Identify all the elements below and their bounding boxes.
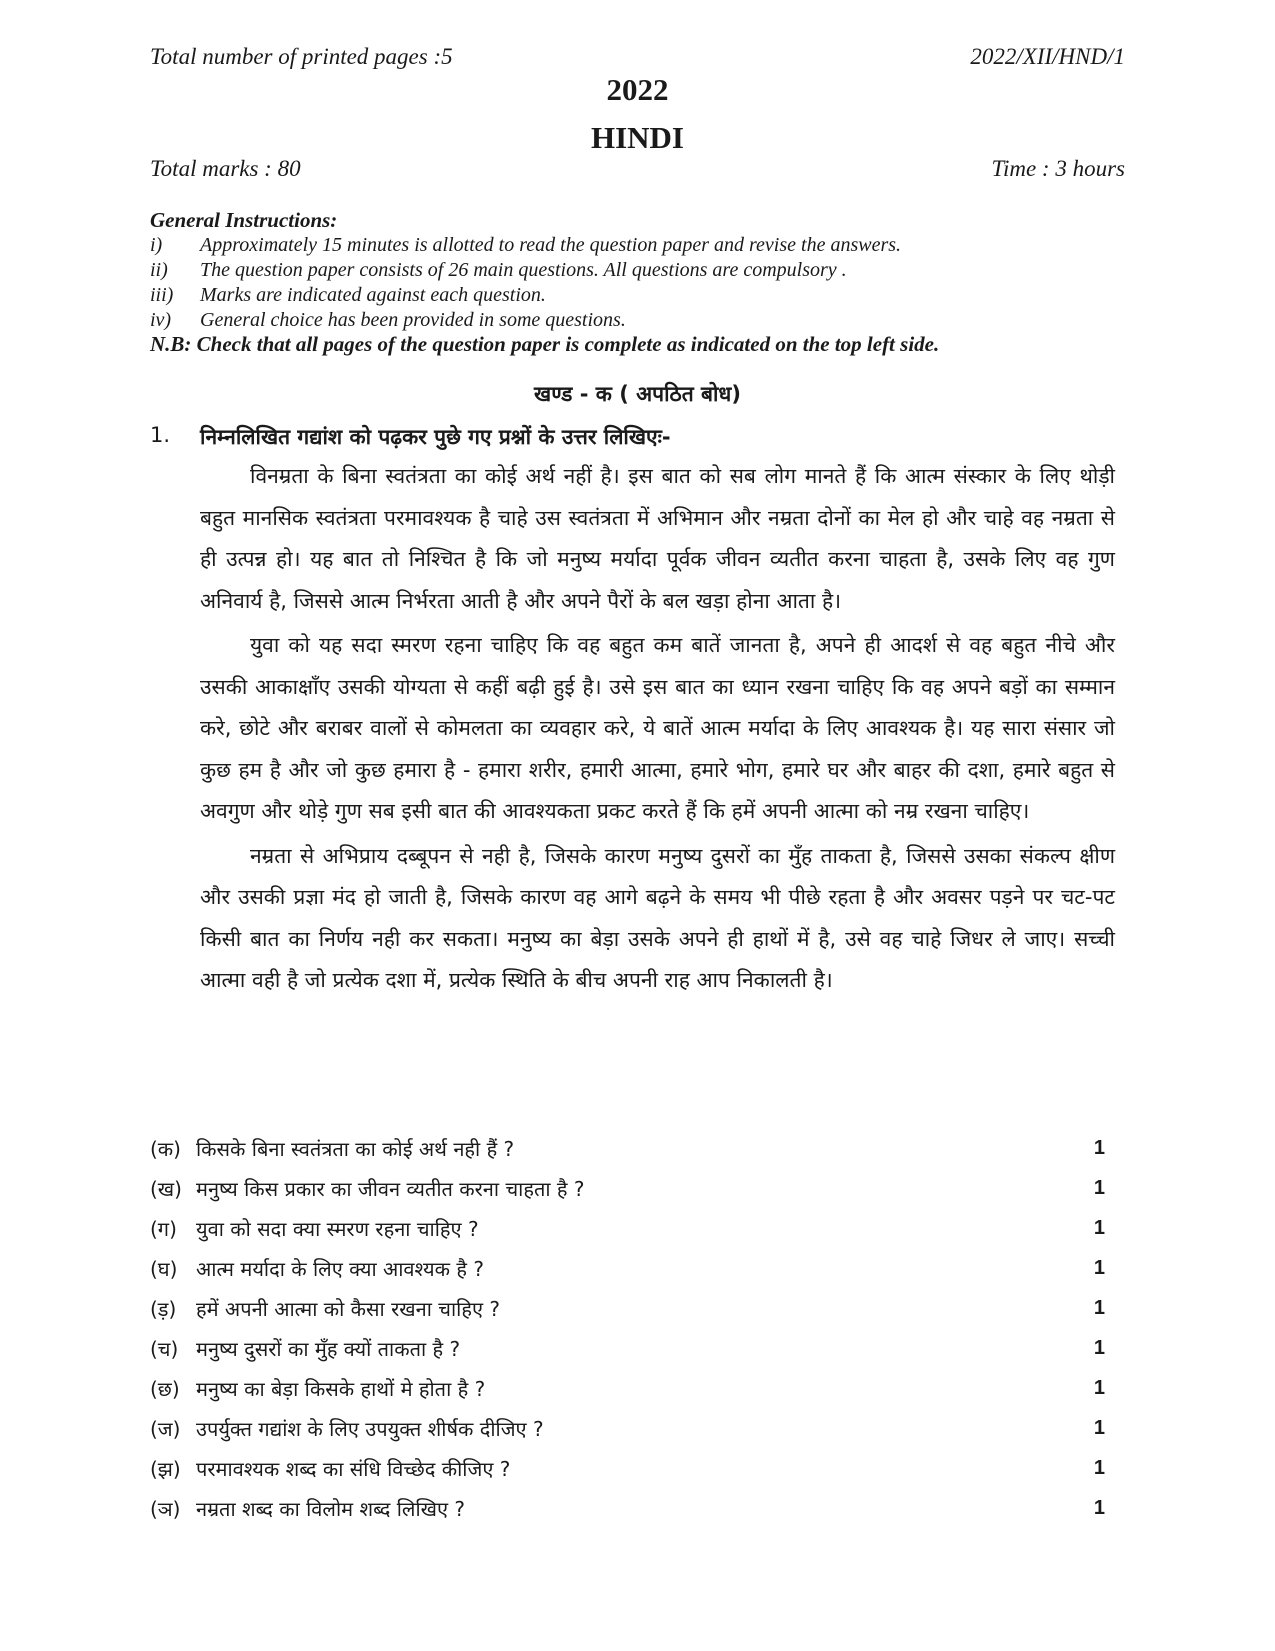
subquestion-text: उपर्युक्त गद्यांश के लिए उपयुक्त शीर्षक दीजिए ? <box>196 1416 544 1441</box>
exam-time: Time : 3 hours <box>991 156 1125 181</box>
subquestion-row <box>150 1488 1105 1528</box>
subquestion-marks: 1 <box>1093 1176 1105 1199</box>
instructions-heading: General Instructions: <box>150 208 338 232</box>
subquestion-marks: 1 <box>1093 1336 1105 1359</box>
subquestion-text: मनुष्य दुसरों का मुँह क्यों ताकता है ? <box>196 1336 461 1361</box>
subquestion-marks: 1 <box>1093 1416 1105 1439</box>
subquestion-row <box>150 1408 1105 1448</box>
subquestion-row <box>150 1288 1105 1328</box>
subquestion-text: आत्म मर्यादा के लिए क्या आवश्यक है ? <box>196 1256 484 1281</box>
subject-title: HINDI <box>590 120 684 155</box>
total-marks: Total marks : 80 <box>150 156 301 181</box>
subquestion-marks: 1 <box>1093 1496 1105 1519</box>
instruction-number: iii) <box>150 284 174 306</box>
subquestion-text: हमें अपनी आत्मा को कैसा रखना चाहिए ? <box>196 1296 500 1321</box>
subquestion-text: युवा को सदा क्या स्मरण रहना चाहिए ? <box>196 1216 479 1241</box>
passage-paragraph-2: युवा को यह सदा स्मरण रहना चाहिए कि वह बहुत कम बातें जानता है, अपने ही आदर्श से वह बहुत नीचे और उसकी आकाक्षाँए उसकी योग्यता से कहीं बढ़ी हुई है। उसे इस बात का ध्यान रखना चाहिए कि वह अपने बड़ों का सम्मान करे, छोटे और बराबर वालों से कोमलता का व्यवहार करे, ये बातें आत्म मर्यादा के लिए आवश्यक है। यह सारा संसार जो कुछ हम है और जो कुछ हमारा है - हमारा शरीर, हमारी आत्मा, हमारे भोग, हमारे घर और बाहर की दशा, हमारे बहुत से अवगुण और थोड़े गुण सब इसी बात की आवश्यकता प्रकट करते हैं कि हमें अपनी आत्मा को नम्र रखना चाहिए। <box>200 633 1115 823</box>
instruction-item <box>150 283 1130 308</box>
paper-code: 2022/XII/HND/1 <box>970 44 1125 69</box>
subquestion-row <box>150 1368 1105 1408</box>
subquestion-row <box>150 1248 1105 1288</box>
instruction-number: i) <box>150 234 163 256</box>
instruction-number: iv) <box>150 309 172 331</box>
instruction-text: Marks are indicated against each question. <box>200 284 546 306</box>
section-title: खण्ड - क ( अपठित बोध) <box>534 382 741 406</box>
passage-paragraph-3: नम्रता से अभिप्राय दब्बूपन से नही है, जिसके कारण मनुष्य दुसरों का मुँह ताकता है, जिससे उसका संकल्प क्षीण और उसकी प्रज्ञा मंद हो जाती है, जिसके कारण वह आगे बढ़ने के समय भी पीछे रहता है और अवसर पड़ने पर चट-पट किसी बात का निर्णय नही कर सकता। मनुष्य का बेड़ा उसके अपने ही हाथों में है, उसे वह चाहे जिधर ले जाए। सच्ची आत्मा वही है जो प्रत्येक दशा में, प्रत्येक स्थिति के बीच अपनी राह आप निकालती है। <box>200 843 1115 992</box>
instructions-list <box>150 233 1130 333</box>
instruction-text: Approximately 15 minutes is allotted to read the question paper and revise the answers. <box>200 234 902 256</box>
exam-year: 2022 <box>606 72 669 107</box>
subquestion-label: (घ) <box>150 1256 178 1281</box>
printed-pages-note: Total number of printed pages :5 <box>150 44 453 69</box>
subquestion-text: नम्रता शब्द का विलोम शब्द लिखिए ? <box>196 1496 466 1521</box>
instruction-number: ii) <box>150 259 168 281</box>
subquestion-label: (ज) <box>150 1416 181 1441</box>
subquestion-label: (ख) <box>150 1176 182 1201</box>
question-number: 1. <box>150 423 171 447</box>
subquestion-row <box>150 1328 1105 1368</box>
instruction-item <box>150 308 1130 333</box>
instruction-text: The question paper consists of 26 main questions. All questions are compulsory . <box>200 259 847 281</box>
instruction-item <box>150 258 1130 283</box>
subquestion-marks: 1 <box>1093 1256 1105 1279</box>
nb-note: N.B: Check that all pages of the question paper is complete as indicated on the top left side. <box>150 332 940 356</box>
instruction-item <box>150 233 1130 258</box>
subquestion-label: (छ) <box>150 1376 180 1401</box>
subquestion-row <box>150 1168 1105 1208</box>
subquestion-list <box>150 1128 1105 1528</box>
question-1-prompt <box>150 423 671 451</box>
subquestion-text: मनुष्य का बेड़ा किसके हाथों मे होता है ? <box>196 1376 486 1401</box>
subquestion-row <box>150 1208 1105 1248</box>
subquestion-row <box>150 1448 1105 1488</box>
subquestion-row <box>150 1128 1105 1168</box>
subquestion-marks: 1 <box>1093 1216 1105 1239</box>
reading-passage <box>200 456 1115 1005</box>
subquestion-marks: 1 <box>1093 1376 1105 1399</box>
subquestion-label: (ञ) <box>150 1496 181 1521</box>
instruction-text: General choice has been provided in some questions. <box>200 309 626 331</box>
passage-paragraph-1: विनम्रता के बिना स्वतंत्रता का कोई अर्थ नहीं है। इस बात को सब लोग मानते हैं कि आत्म संस्कार के लिए थोड़ी बहुत मानसिक स्वतंत्रता परमावश्यक है चाहे उस स्वतंत्रता में अभिमान और नम्रता दोनों का मेल हो और चाहे वह नम्रता से ही उत्पन्न हो। यह बात तो निश्चित है कि जो मनुष्य मर्यादा पूर्वक जीवन व्यतीत करना चाहता है, उसके लिए वह गुण अनिवार्य है, जिससे आत्म निर्भरता आती है और अपने पैरों के बल खड़ा होना आता है। <box>200 464 1115 613</box>
subquestion-marks: 1 <box>1093 1456 1105 1479</box>
subquestion-label: (झ) <box>150 1456 181 1481</box>
subquestion-marks: 1 <box>1093 1136 1105 1159</box>
subquestion-label: (ग) <box>150 1216 177 1241</box>
subquestion-label: (क) <box>150 1136 181 1161</box>
subquestion-text: किसके बिना स्वतंत्रता का कोई अर्थ नही हैं ? <box>196 1136 515 1161</box>
subquestion-text: मनुष्य किस प्रकार का जीवन व्यतीत करना चाहता है ? <box>196 1176 585 1201</box>
subquestion-label: (ड़) <box>150 1296 177 1321</box>
subquestion-text: परमावश्यक शब्द का संधि विच्छेद कीजिए ? <box>196 1456 511 1481</box>
question-prompt: निम्नलिखित गद्यांश को पढ़कर पुछे गए प्रश्नों के उत्तर लिखिएः- <box>200 425 671 449</box>
subquestion-label: (च) <box>150 1336 179 1361</box>
subquestion-marks: 1 <box>1093 1296 1105 1319</box>
